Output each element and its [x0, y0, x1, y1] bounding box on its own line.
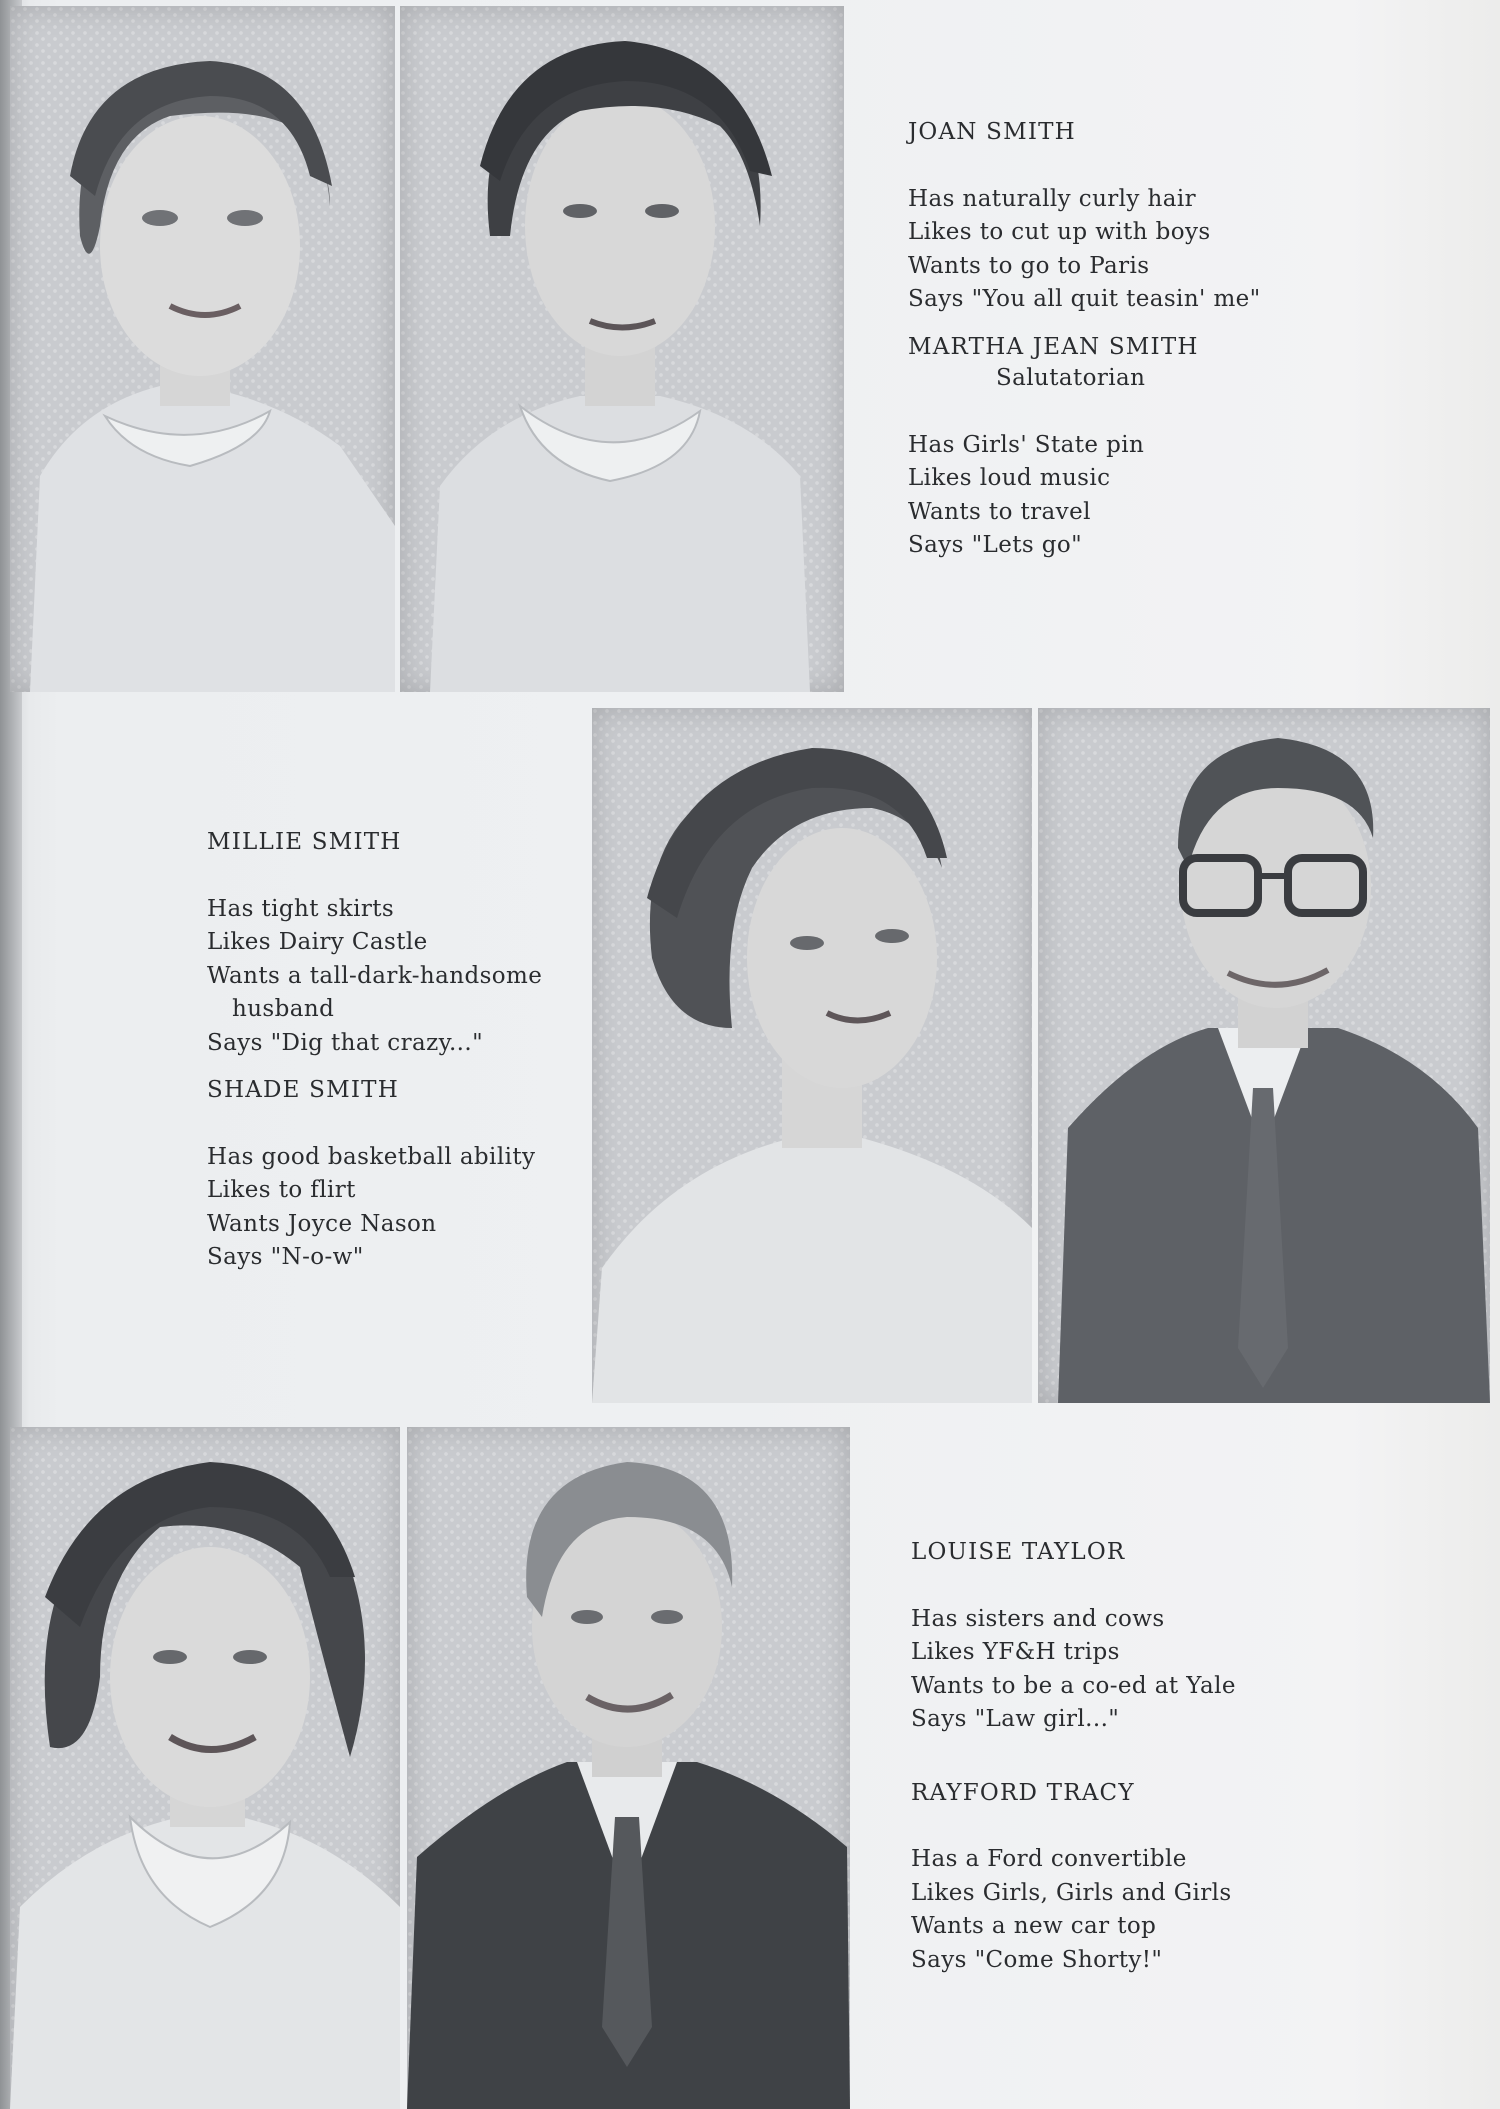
- student-likes: Likes loud music: [908, 465, 1111, 491]
- portrait-millie-smith: [592, 708, 1032, 1403]
- student-says: Says "You all quit teasin' me": [908, 286, 1261, 312]
- student-likes: Likes Girls, Girls and Girls: [911, 1879, 1232, 1906]
- student-says: Says "N-o-w": [207, 1244, 364, 1270]
- student-likes: Likes to flirt: [207, 1177, 356, 1203]
- portrait-louise-taylor: [10, 1427, 400, 2109]
- bio-block-row1: [908, 116, 1261, 563]
- student-has: Has a Ford convertible: [911, 1846, 1187, 1872]
- portrait-rayford-tracy: [407, 1427, 850, 2109]
- student-has: Has sisters and cows: [911, 1605, 1165, 1632]
- student-wants: Wants to be a co-ed at Yale: [911, 1672, 1236, 1699]
- student-has: Has good basketball ability: [207, 1143, 536, 1170]
- portrait-shade-smith: [1038, 708, 1490, 1403]
- student-says: Says "Dig that crazy...": [207, 1029, 484, 1056]
- student-has: Has Girls' State pin: [908, 431, 1145, 458]
- student-says: Says "Law girl...": [911, 1706, 1120, 1732]
- portrait-martha-jean-smith: [400, 6, 844, 692]
- student-wants: Wants to go to Paris: [908, 252, 1150, 279]
- student-wants: Wants a tall-dark-handsome: [207, 962, 543, 989]
- student-likes: Likes Dairy Castle: [207, 929, 428, 955]
- student-says: Says "Lets go": [908, 532, 1083, 558]
- student-has: Has tight skirts: [207, 895, 395, 922]
- student-name: JOAN SMITH: [908, 119, 1076, 145]
- student-wants: Wants Joyce Nason: [207, 1210, 437, 1237]
- bio-block-row2: [207, 826, 542, 1275]
- student-name: LOUISE TAYLOR: [911, 1539, 1126, 1565]
- student-name: MARTHA JEAN SMITH: [908, 333, 1199, 360]
- student-wants: Wants to travel: [908, 498, 1091, 525]
- portrait-joan-smith: [10, 6, 395, 692]
- student-honor: Salutatorian: [996, 365, 1146, 391]
- student-name: MILLIE SMITH: [207, 829, 402, 855]
- student-wants-continued: husband: [232, 996, 335, 1022]
- student-likes: Likes YF&H trips: [911, 1639, 1120, 1665]
- student-wants: Wants a new car top: [911, 1913, 1157, 1939]
- bio-block-row3: [911, 1536, 1236, 1977]
- student-says: Says "Come Shorty!": [911, 1946, 1163, 1973]
- student-name: RAYFORD TRACY: [911, 1779, 1135, 1806]
- student-name: SHADE SMITH: [207, 1077, 399, 1103]
- student-has: Has naturally curly hair: [908, 185, 1197, 212]
- student-likes: Likes to cut up with boys: [908, 219, 1211, 245]
